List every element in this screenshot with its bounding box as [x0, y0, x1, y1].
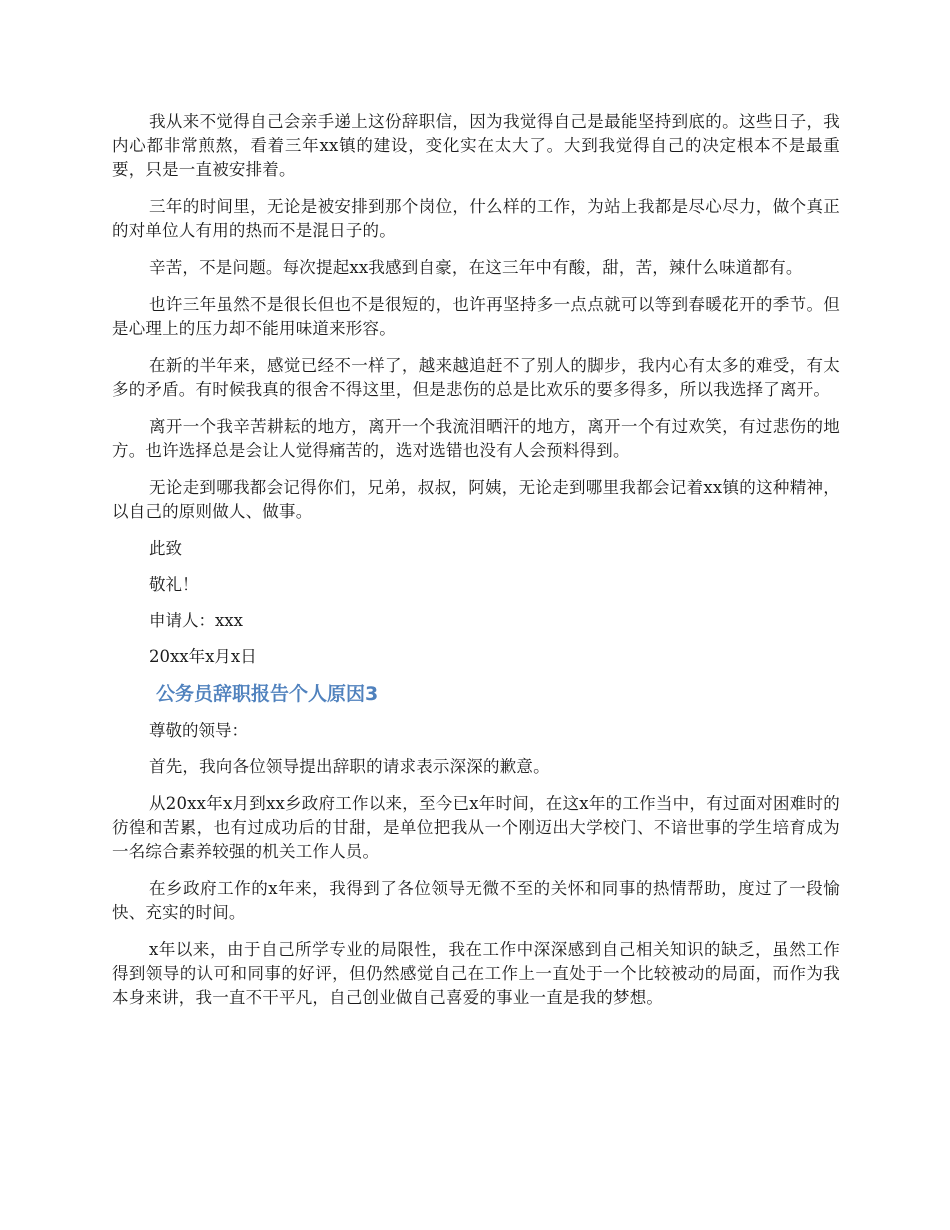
- paragraph: 三年的时间里，无论是被安排到那个岗位，什么样的工作，为站上我都是尽心尽力，做个真正的对单位人有用的热而不是混日子的。: [112, 197, 840, 240]
- paragraph: 也许三年虽然不是很长但也不是很短的，也许再坚持多一点点就可以等到春暖花开的季节。但是心理上的压力却不能用味道来形容。: [112, 295, 840, 338]
- document-body: [112, 110, 840, 1023]
- paragraph: 离开一个我辛苦耕耘的地方，离开一个我流泪晒汗的地方，离开一个有过欢笑，有过悲伤的地方。也许选择总是会让人觉得痛苦的，选对选错也没有人会预料得到。: [112, 417, 840, 460]
- paragraph: 在新的半年来，感觉已经不一样了，越来越追赶不了别人的脚步，我内心有太多的难受，有太多的矛盾。有时候我真的很舍不得这里，但是悲伤的总是比欢乐的要多得多，所以我选择了离开。: [112, 356, 840, 399]
- section-heading: 公务员辞职报告个人原因3: [156, 683, 379, 705]
- paragraph: 在乡政府工作的x年来，我得到了各位领导无微不至的关怀和同事的热情帮助，度过了一段愉快、充实的时间。: [112, 879, 840, 922]
- paragraph: 无论走到哪我都会记得你们，兄弟，叔叔，阿姨，无论走到哪里我都会记着xx镇的这种精神，以自己的原则做人、做事。: [112, 478, 840, 521]
- applicant-line: 申请人：xxx: [149, 611, 243, 630]
- closing-line: 此致: [149, 539, 182, 558]
- greeting-line: 尊敬的领导：: [149, 721, 248, 740]
- paragraph: 从20xx年x月到xx乡政府工作以来，至今已x年时间，在这x年的工作当中，有过面对困难时的彷徨和苦累，也有过成功后的甘甜，是单位把我从一个刚迈出大学校门、不谙世事的学生培育成为一名综合素养较强的机关工作人员。: [112, 794, 840, 861]
- salute-line: 敬礼！: [149, 575, 199, 594]
- paragraph: 首先，我向各位领导提出辞职的请求表示深深的歉意。: [149, 757, 550, 776]
- paragraph: 辛苦，不是问题。每次提起xx我感到自豪，在这三年中有酸，甜，苦，辣什么味道都有。: [149, 258, 803, 277]
- paragraph: 我从来不觉得自己会亲手递上这份辞职信，因为我觉得自己是最能坚持到底的。这些日子，我内心都非常煎熬，看着三年xx镇的建设，变化实在太大了。大到我觉得自己的决定根本不是最重要，只是一直被安排着。: [112, 112, 840, 179]
- paragraph: x年以来，由于自己所学专业的局限性，我在工作中深深感到自己相关知识的缺乏，虽然工作得到领导的认可和同事的好评，但仍然感觉自己在工作上一直处于一个比较被动的局面，而作为我本身来讲，我一直不干平凡，自己创业做自己喜爱的事业一直是我的梦想。: [112, 940, 840, 1007]
- date-line: 20xx年x月x日: [149, 647, 257, 666]
